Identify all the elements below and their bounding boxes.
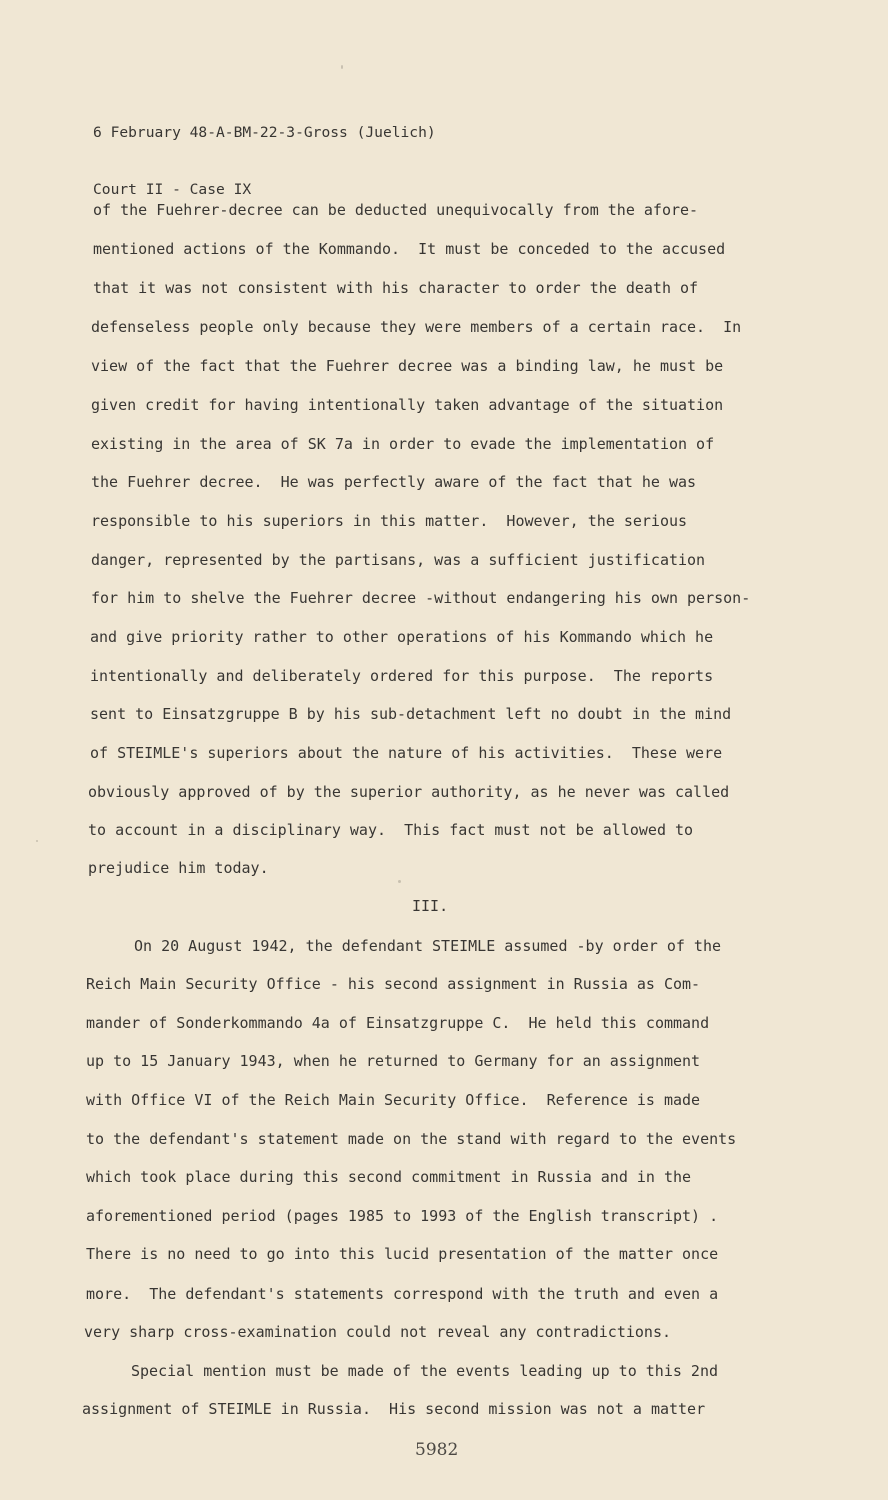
- body-line-17: to account in a disciplinary way. This fact must not be allowed to: [88, 821, 694, 839]
- body-line-10: danger, represented by the partisans, was a sufficient justification: [91, 551, 706, 569]
- body-line-1: of the Fuehrer-decree can be deducted unequivocally from the afore-: [93, 201, 699, 219]
- paper-mark: [398, 880, 401, 883]
- body-line-7: existing in the area of SK 7a in order to evade the implementation of: [91, 435, 715, 453]
- body-line-22: up to 15 January 1943, when he returned to Germany for an assignment: [86, 1052, 701, 1070]
- body-line-14: sent to Einsatzgruppe B by his sub-detachment left no doubt in the mind: [90, 705, 732, 723]
- body-line-5: view of the fact that the Fuehrer decree was a binding law, he must be: [91, 357, 724, 375]
- paper-mark: [36, 840, 38, 842]
- body-line-18: prejudice him today.: [88, 859, 269, 877]
- body-line-16: obviously approved of by the superior authority, as he never was called: [88, 783, 730, 801]
- body-line-27: There is no need to go into this lucid presentation of the matter once: [86, 1245, 719, 1263]
- body-line-28: more. The defendant's statements correspond with the truth and even a: [86, 1285, 719, 1303]
- body-line-13: intentionally and deliberately ordered for this purpose. The reports: [90, 667, 714, 685]
- paper-mark: [341, 65, 343, 69]
- body-line-20: Reich Main Security Office - his second assignment in Russia as Com-: [86, 975, 701, 993]
- page-number: 5982: [415, 1440, 459, 1460]
- body-line-30: Special mention must be made of the events leading up to this 2nd: [131, 1362, 718, 1380]
- body-line-6: given credit for having intentionally taken advantage of the situation: [91, 396, 724, 414]
- body-line-25: which took place during this second commitment in Russia and in the: [86, 1168, 692, 1186]
- section-heading: III.: [412, 897, 449, 915]
- document-header-line-2: Court II - Case IX: [93, 181, 252, 198]
- body-line-12: and give priority rather to other operations of his Kommando which he: [90, 628, 714, 646]
- body-line-21: mander of Sonderkommando 4a of Einsatzgruppe C. He held this command: [86, 1014, 710, 1032]
- document-header-line-1: 6 February 48-A-BM-22-3-Gross (Juelich): [93, 124, 436, 141]
- body-line-4: defenseless people only because they were members of a certain race. In: [91, 318, 742, 336]
- body-line-31: assignment of STEIMLE in Russia. His second mission was not a matter: [82, 1400, 706, 1418]
- body-line-23: with Office VI of the Reich Main Security Office. Reference is made: [86, 1091, 701, 1109]
- body-line-9: responsible to his superiors in this matter. However, the serious: [91, 512, 688, 530]
- body-line-2: mentioned actions of the Kommando. It must be conceded to the accused: [93, 240, 726, 258]
- body-line-29: very sharp cross-examination could not reveal any contradictions.: [84, 1323, 671, 1341]
- body-line-11: for him to shelve the Fuehrer decree -without endangering his own person-: [91, 589, 751, 607]
- body-line-15: of STEIMLE's superiors about the nature of his activities. These were: [90, 744, 723, 762]
- body-line-26: aforementioned period (pages 1985 to 1993 of the English transcript) .: [86, 1207, 719, 1225]
- body-line-8: the Fuehrer decree. He was perfectly aware of the fact that he was: [91, 473, 697, 491]
- body-line-3: that it was not consistent with his character to order the death of: [93, 279, 699, 297]
- body-line-19: On 20 August 1942, the defendant STEIMLE assumed -by order of the: [134, 937, 721, 955]
- body-line-24: to the defendant's statement made on the stand with regard to the events: [86, 1130, 737, 1148]
